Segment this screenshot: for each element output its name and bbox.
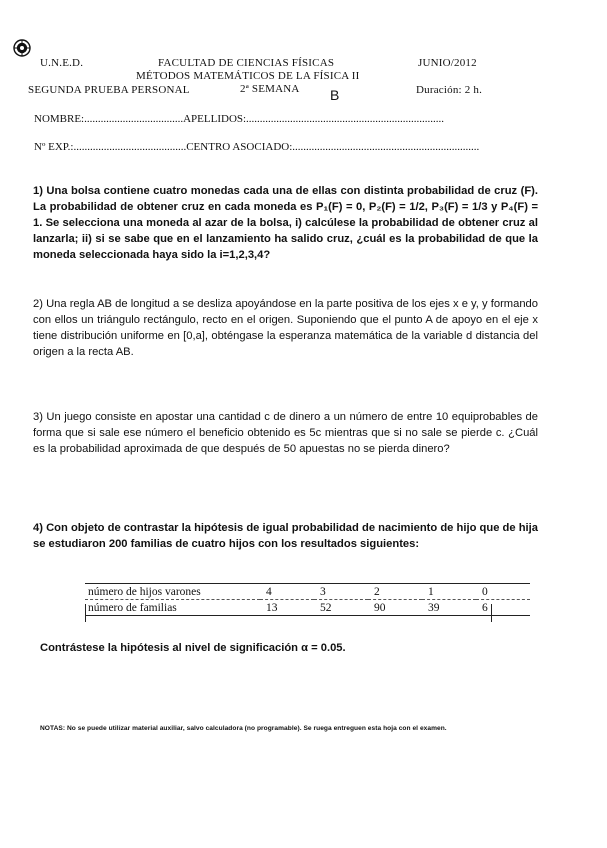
faculty-name: FACULTAD DE CIENCIAS FÍSICAS [158, 57, 335, 69]
exam-note: NOTAS: No se puede utilizar material auxiliar, salvo calculadora (no programable). Se ruega entreguen esta hoja con el examen. [40, 725, 447, 732]
conclusion-text: Contrástese la hipótesis al nivel de significación α = 0.05. [40, 642, 346, 654]
table-cell: 52 [314, 600, 368, 616]
question-2: 2) Una regla AB de longitud a se desliza apoyándose en la parte positiva de los ejes x e y, y formando con ellos un triángulo rectángulo, recto en el origen. Suponiendo que el punto A de apoyo en el eje x tiene distribución uniforme en [0,a], obténgase la esperanza matemática de la variable d distancia del origen a la recta AB. [33, 298, 538, 358]
families-table [85, 583, 530, 616]
table-cell: 4 [260, 584, 314, 600]
question-1: 1) Una bolsa contiene cuatro monedas cada una de ellas con distinta probabilidad de cruz (F). La probabilidad de obtener cruz en cada moneda es P₁(F) = 0, P₂(F) = 1/2, P₃(F) = 1/3 y P₄(F) = 1. Se selecciona una moneda al azar de la bolsa, i) calcúlese la probabilidad de obtener cruz al lanzarla; ii) si se sabe que en el lanzamiento ha salido cruz, ¿cuál es la probabilidad de que la moneda seleccionada haya sido la i=1,2,3,4? [33, 185, 538, 261]
table-cell: 90 [368, 600, 422, 616]
subject-name: MÉTODOS MATEMÁTICOS DE LA FÍSICA II [136, 70, 360, 82]
question-3: 3) Un juego consiste en apostar una cantidad c de dinero a un número de entre 10 equiprobables de forma que si sale ese número el beneficio obtenido es 5c mientras que si no sale se pierde c. ¿Cuál es la probabilidad aproximada de que después de 50 apuestas no se pierda dinero? [33, 411, 538, 455]
table-cell: 6 [476, 600, 530, 616]
table-cell: 3 [314, 584, 368, 600]
table-divider [85, 604, 86, 622]
table-row [85, 600, 530, 616]
table-row-label: número de hijos varones [85, 584, 260, 600]
exam-date: JUNIO/2012 [418, 57, 477, 69]
table-divider [491, 604, 492, 622]
table-row [85, 584, 530, 600]
exam-week: 2ª SEMANA [240, 83, 300, 95]
question-4: 4) Con objeto de contrastar la hipótesis de igual probabilidad de nacimiento de hijo que de hija se estudiaron 200 familias de cuatro hijos con los resultados siguientes: [33, 522, 538, 550]
table-cell: 1 [422, 584, 476, 600]
exam-model: B [330, 87, 340, 103]
table-cell: 2 [368, 584, 422, 600]
name-field: NOMBRE:....................................APELLIDOS:........................................................................ [34, 113, 445, 125]
table-cell: 0 [476, 584, 530, 600]
university-seal-icon [13, 39, 31, 57]
table-row-label: número de familias [85, 600, 260, 616]
exam-duration: Duración: 2 h. [416, 84, 483, 96]
institution-name: U.N.E.D. [40, 57, 84, 69]
table-cell: 39 [422, 600, 476, 616]
table-cell: 13 [260, 600, 314, 616]
exam-type: SEGUNDA PRUEBA PERSONAL [28, 84, 190, 96]
record-field: Nº EXP.:.........................................CENTRO ASOCIADO:.................................................................... [34, 141, 480, 153]
